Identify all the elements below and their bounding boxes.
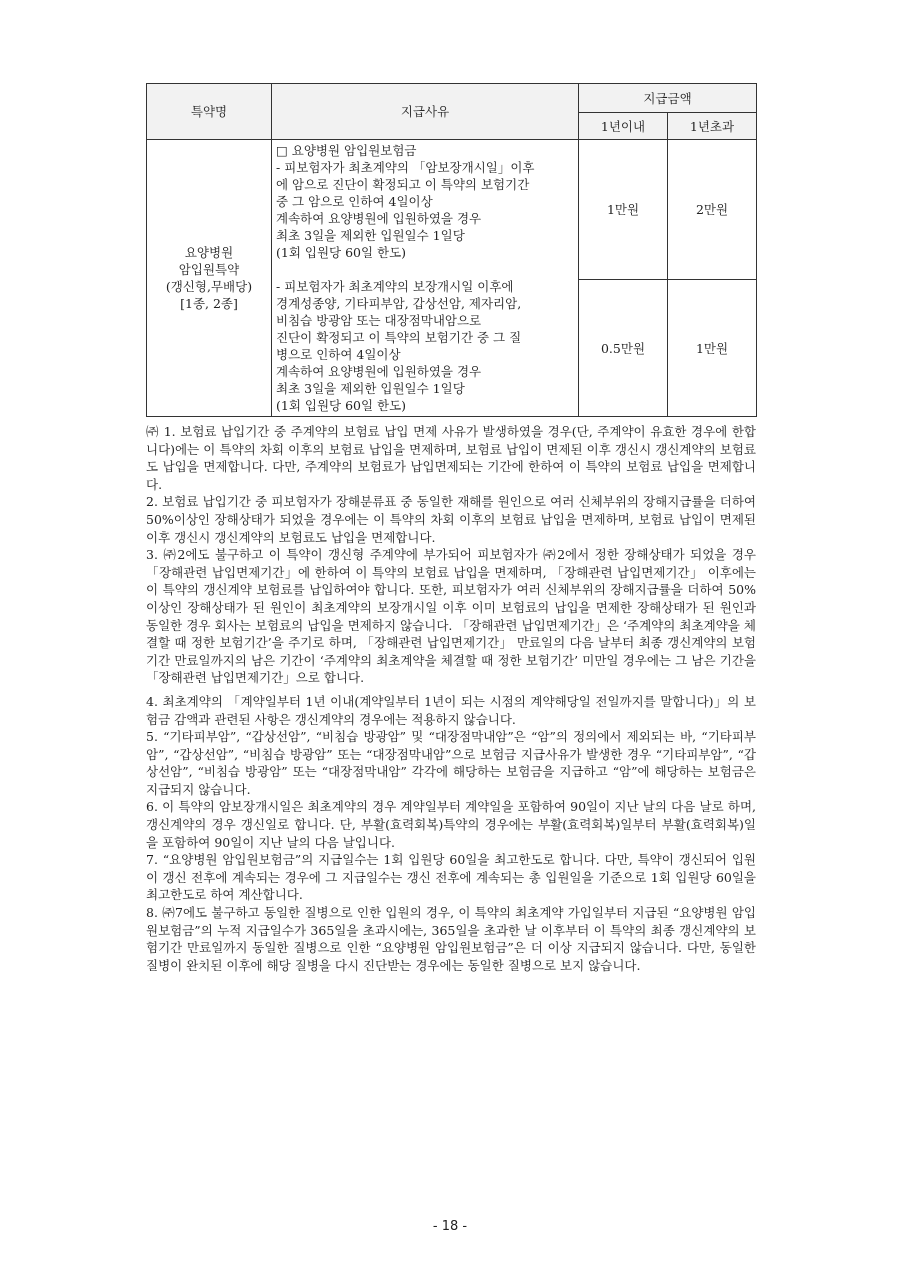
note-paragraph: 8. ㈜7에도 불구하고 동일한 질병으로 인한 입원의 경우, 이 특약의 최초계약 가입일부터 지급된 “요양병원 암입원보험금”의 누적 지급일수가 365일을 초과시에는, 365일을 초과한 날 이후부터 이 특약의 최종 갱신계약의 보험기간 만료일까지 동일한 질병으로 인한 “요양병원 암입원보험금”은 더 이상 지급되지 않습니다. 다만, 동일한 질병이 완치된 이후에 해당 질병을 다시 진단받는 경우에는 동일한 질병으로 보지 않습니다. [146,905,756,973]
reason-line: (1회 입원당 60일 한도) [276,245,407,260]
reason-line: 최초 3일을 제외한 입원일수 1일당 [276,228,465,243]
rider-name-line: (갱신형,무배당) [165,279,253,294]
amount-cancer-over-1-year: 2만원 [668,140,757,280]
benefit-table [146,83,757,417]
note-paragraph: 6. 이 특약의 암보장개시일은 최초계약의 경우 계약일부터 계약일을 포함하여 90일이 지난 날의 다음 날로 하며, 갱신계약의 경우 갱신일로 합니다. 단, 부활(효력회복)특약의 경우에는 부활(효력회복)일부터 부활(효력회복)일을 포함하여 90일이 지난 날의 다음 날입니다. [146,799,756,850]
header-payment-reason: 지급사유 [272,84,579,140]
header-within-1-year: 1년이내 [579,113,668,140]
reason-line: - 피보험자가 최초계약의 보장개시일 이후에 [276,279,514,294]
reason-line: (1회 입원당 60일 한도) [276,398,407,413]
amount-cancer-within-1-year: 1만원 [579,140,668,280]
note-paragraph: 7. “요양병원 암입원보험금”의 지급일수는 1회 입원당 60일을 최고한도로 합니다. 다만, 특약이 갱신되어 입원이 갱신 전후에 계속되는 경우에 그 지급일수는 갱신 전후에 계속되는 총 입원일을 기준으로 1회 입원당 60일을 최고한도로 하여 계산합니다. [146,852,756,903]
note-paragraph: 3. ㈜2에도 불구하고 이 특약이 갱신형 주계약에 부가되어 피보험자가 ㈜2에서 정한 장해상태가 되었을 경우 「장해관련 납입면제기간」에 한하여 이 특약의 보험료 납입을 면제하며, 「장해관련 납입면제기간」 이후에는 이 특약의 갱신계약 보험료를 납입하여야 합니다. 또한, 피보험자가 여러 신체부위의 장해지급률을 더하여 50%이상인 장해상태가 된 원인이 최초계약의 보장개시일 이후 이미 보험료의 납입을 면제한 장해상태가 된 원인과 동일한 경우 회사는 보험료의 납입을 면제하지 않습니다. 「장해관련 납입면제기간」은 ‘주계약의 최초계약을 체결할 때 정한 보험기간’을 주기로 하며, 「장해관련 납입면제기간」 만료일의 다음 날부터 최종 갱신계약의 보험기간 만료일까지의 남은 기간이 ‘주계약의 최초계약을 체결할 때 정한 보험기간’ 미만일 경우에는 그 남은 기간을 「장해관련 납입면제기간」으로 합니다. [146,547,756,686]
note-paragraph: 5. “기타피부암”, “갑상선암”, “비침습 방광암” 및 “대장점막내암”은 “암”의 정의에서 제외되는 바, “기타피부암”, “갑상선암”, “비침습 방광암” 또는 “대장점막내암”으로 보험금 지급사유가 발생한 경우 “기타피부암”, “갑상선암”, “비침습 방광암” 또는 “대장점막내암” 각각에 해당하는 보험금을 지급하고 “암”에 해당하는 보험금은 지급되지 않습니다. [146,729,756,797]
header-rider-name: 특약명 [147,84,272,140]
rider-name-line: 요양병원 [184,245,234,260]
header-over-1-year: 1년초과 [668,113,757,140]
amount-minor-cancer-within-1-year: 0.5만원 [579,280,668,417]
reason-line: 최초 3일을 제외한 입원일수 1일당 [276,381,465,396]
note-paragraph: 2. 보험료 납입기간 중 피보험자가 장해분류표 중 동일한 재해를 원인으로 여러 신체부위의 장해지급률을 더하여 50%이상인 장해상태가 되었을 경우에는 이 특약의 차회 이후의 보험료 납입을 면제하며, 보험료 납입이 면제된 이후 갱신시 갱신계약의 보험료도 납입을 면제합니다. [146,494,756,545]
rider-name-line: 암입원특약 [178,262,240,277]
rider-name-line: [1종, 2종] [180,296,238,311]
rider-name-cell [147,140,272,417]
reason-line: - 피보험자가 최초계약의 「암보장개시일」이후 [276,160,535,175]
notes-section [146,423,756,974]
reason-line: 에 암으로 진단이 확정되고 이 특약의 보험기간 [276,177,530,192]
reason-line: 병으로 인하여 4일이상 [276,347,401,362]
reason-line: 계속하여 요양병원에 입원하였을 경우 [276,211,482,226]
reason-line: 경계성종양, 기타피부암, 갑상선암, 제자리암, [276,296,522,311]
reason-spacer [276,261,574,278]
header-payment-amount: 지급금액 [579,84,757,113]
reason-line: 진단이 확정되고 이 특약의 보험기간 중 그 질 [276,330,522,345]
note-paragraph: ㈜ 1. 보험료 납입기간 중 주계약의 보험료 납입 면제 사유가 발생하였을 경우(단, 주계약이 유효한 경우에 한합니다)에는 이 특약의 차회 이후의 보험료 납입을 면제하며, 보험료 납입이 면제된 이후 갱신시 갱신계약의 보험료도 납입을 면제합니다. 다만, 주계약의 보험료가 납입면제되는 기간에 한하여 이 특약의 보험료 납입을 면제합니다. [146,424,756,492]
reason-line: 중 그 암으로 인하여 4일이상 [276,194,433,209]
reason-line: □ 요양병원 암입원보험금 [276,143,417,158]
note-paragraph: 4. 최초계약의 「계약일부터 1년 이내(계약일부터 1년이 되는 시점의 계약해당일 전일까지를 말합니다)」의 보험금 감액과 관련된 사항은 갱신계약의 경우에는 적용하지 않습니다. [146,693,756,727]
page-number: - 18 - [432,1219,468,1234]
reason-line: 계속하여 요양병원에 입원하였을 경우 [276,364,482,379]
amount-minor-cancer-over-1-year: 1만원 [668,280,757,417]
payment-reason-cell [272,140,579,417]
reason-line: 비침습 방광암 또는 대장점막내암으로 [276,313,482,328]
document-page [146,83,756,974]
